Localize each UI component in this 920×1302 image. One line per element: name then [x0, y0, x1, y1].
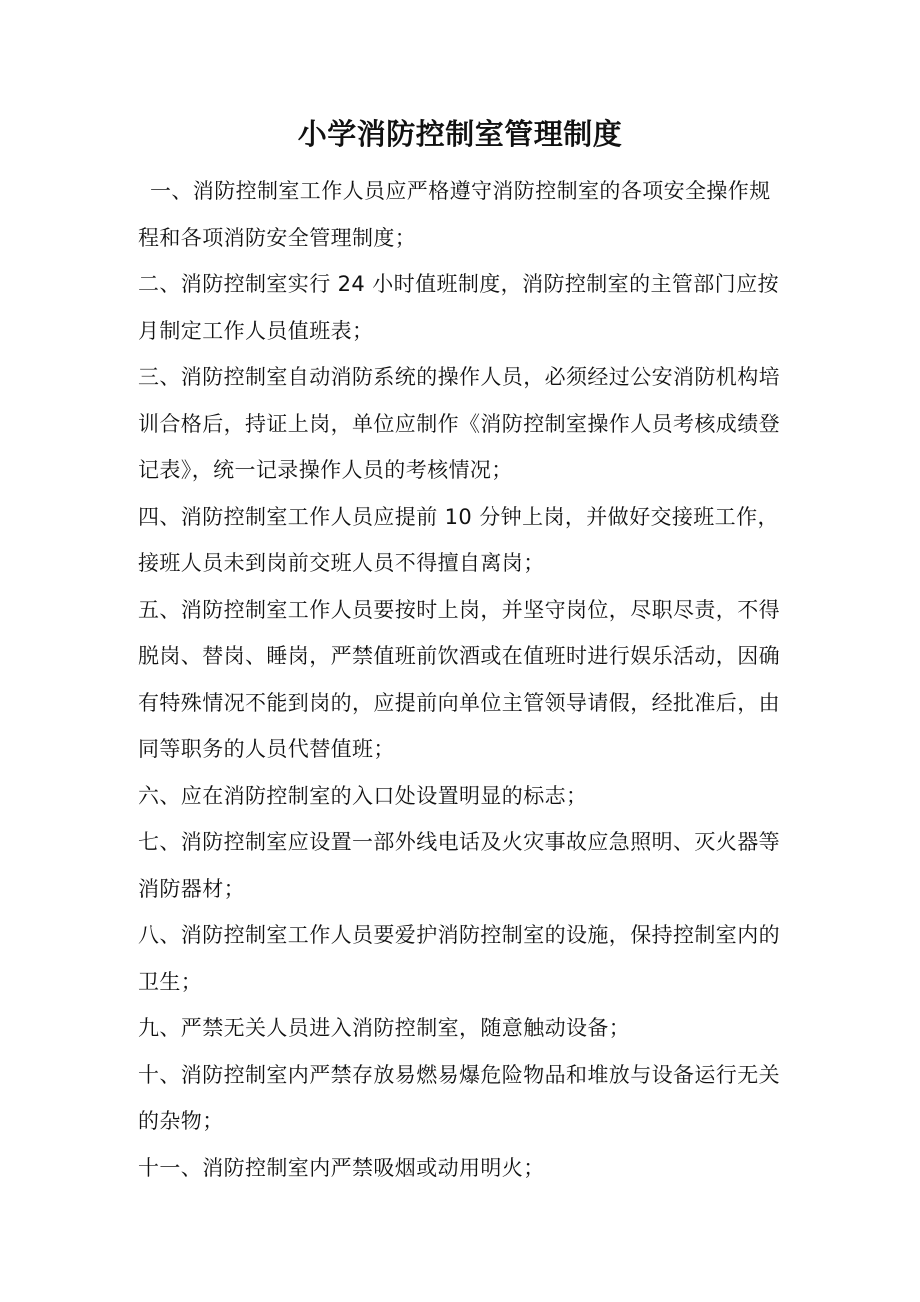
rule-6 — [138, 773, 788, 820]
rule-8-line-2: 卫生； — [138, 969, 203, 994]
rule-7-line-1: 七、消防控制室应设置一部外线电话及火灾事故应急照明、灭火器等 — [138, 830, 780, 854]
rule-3-line-2: 训合格后，持证上岗，单位应制作《消防控制室操作人员考核成绩登 — [138, 411, 780, 436]
rule-4 — [138, 494, 788, 587]
rule-10-line-2: 的杂物； — [138, 1109, 224, 1133]
rule-3-line-3: 记表》，统一记录操作人员的考核情况； — [138, 458, 513, 482]
rule-1-line-2: 程和各项消防安全管理制度； — [138, 225, 417, 250]
rule-2-line-2: 月制定工作人员值班表； — [138, 318, 374, 343]
rule-8-line-1: 八、消防控制室工作人员要爱护消防控制室的设施，保持控制室内的 — [138, 923, 780, 947]
rule-6-line-1: 六、应在消防控制室的入口处设置明显的标志； — [138, 783, 588, 808]
rule-9-line-1: 九、严禁无关人员进入消防控制室，随意触动设备； — [138, 1016, 631, 1040]
rules-list — [138, 168, 788, 1191]
rule-5-line-2: 脱岗、替岗、睡岗，严禁值班前饮酒或在值班时进行娱乐活动，因确 — [138, 644, 780, 668]
rule-2-line-1: 二、消防控制室实行 24 小时值班制度，消防控制室的主管部门应按 — [138, 272, 779, 296]
rule-1-line-1: 一、消防控制室工作人员应严格遵守消防控制室的各项安全操作规 — [150, 179, 771, 203]
rule-7-line-2: 消防器材； — [138, 876, 245, 901]
rule-10-line-1: 十、消防控制室内严禁存放易燃易爆危险物品和堆放与设备运行无关 — [138, 1062, 780, 1087]
rule-8 — [138, 912, 788, 1005]
rule-2 — [138, 261, 788, 354]
rule-9 — [138, 1005, 788, 1052]
rule-10 — [138, 1052, 788, 1145]
rule-4-line-2: 接班人员未到岗前交班人员不得擅自离岗； — [138, 551, 545, 575]
document-title: 小学消防控制室管理制度 — [297, 117, 623, 151]
rule-1 — [138, 168, 788, 261]
rule-5-line-4: 同等职务的人员代替值班； — [138, 737, 395, 761]
rule-7 — [138, 819, 788, 912]
rule-4-line-1: 四、消防控制室工作人员应提前 10 分钟上岗，并做好交接班工作， — [138, 504, 779, 529]
rule-3 — [138, 354, 788, 494]
rule-3-line-1: 三、消防控制室自动消防系统的操作人员，必须经过公安消防机构培 — [138, 365, 780, 389]
rule-11 — [138, 1145, 788, 1192]
rule-11-line-1: 十一、消防控制室内严禁吸烟或动用明火； — [138, 1155, 545, 1180]
rule-5-line-3: 有特殊情况不能到岗的，应提前向单位主管领导请假，经批准后，由 — [138, 690, 780, 715]
rule-5-line-1: 五、消防控制室工作人员要按时上岗，并坚守岗位，尽职尽责，不得 — [138, 597, 780, 622]
rule-5 — [138, 587, 788, 773]
